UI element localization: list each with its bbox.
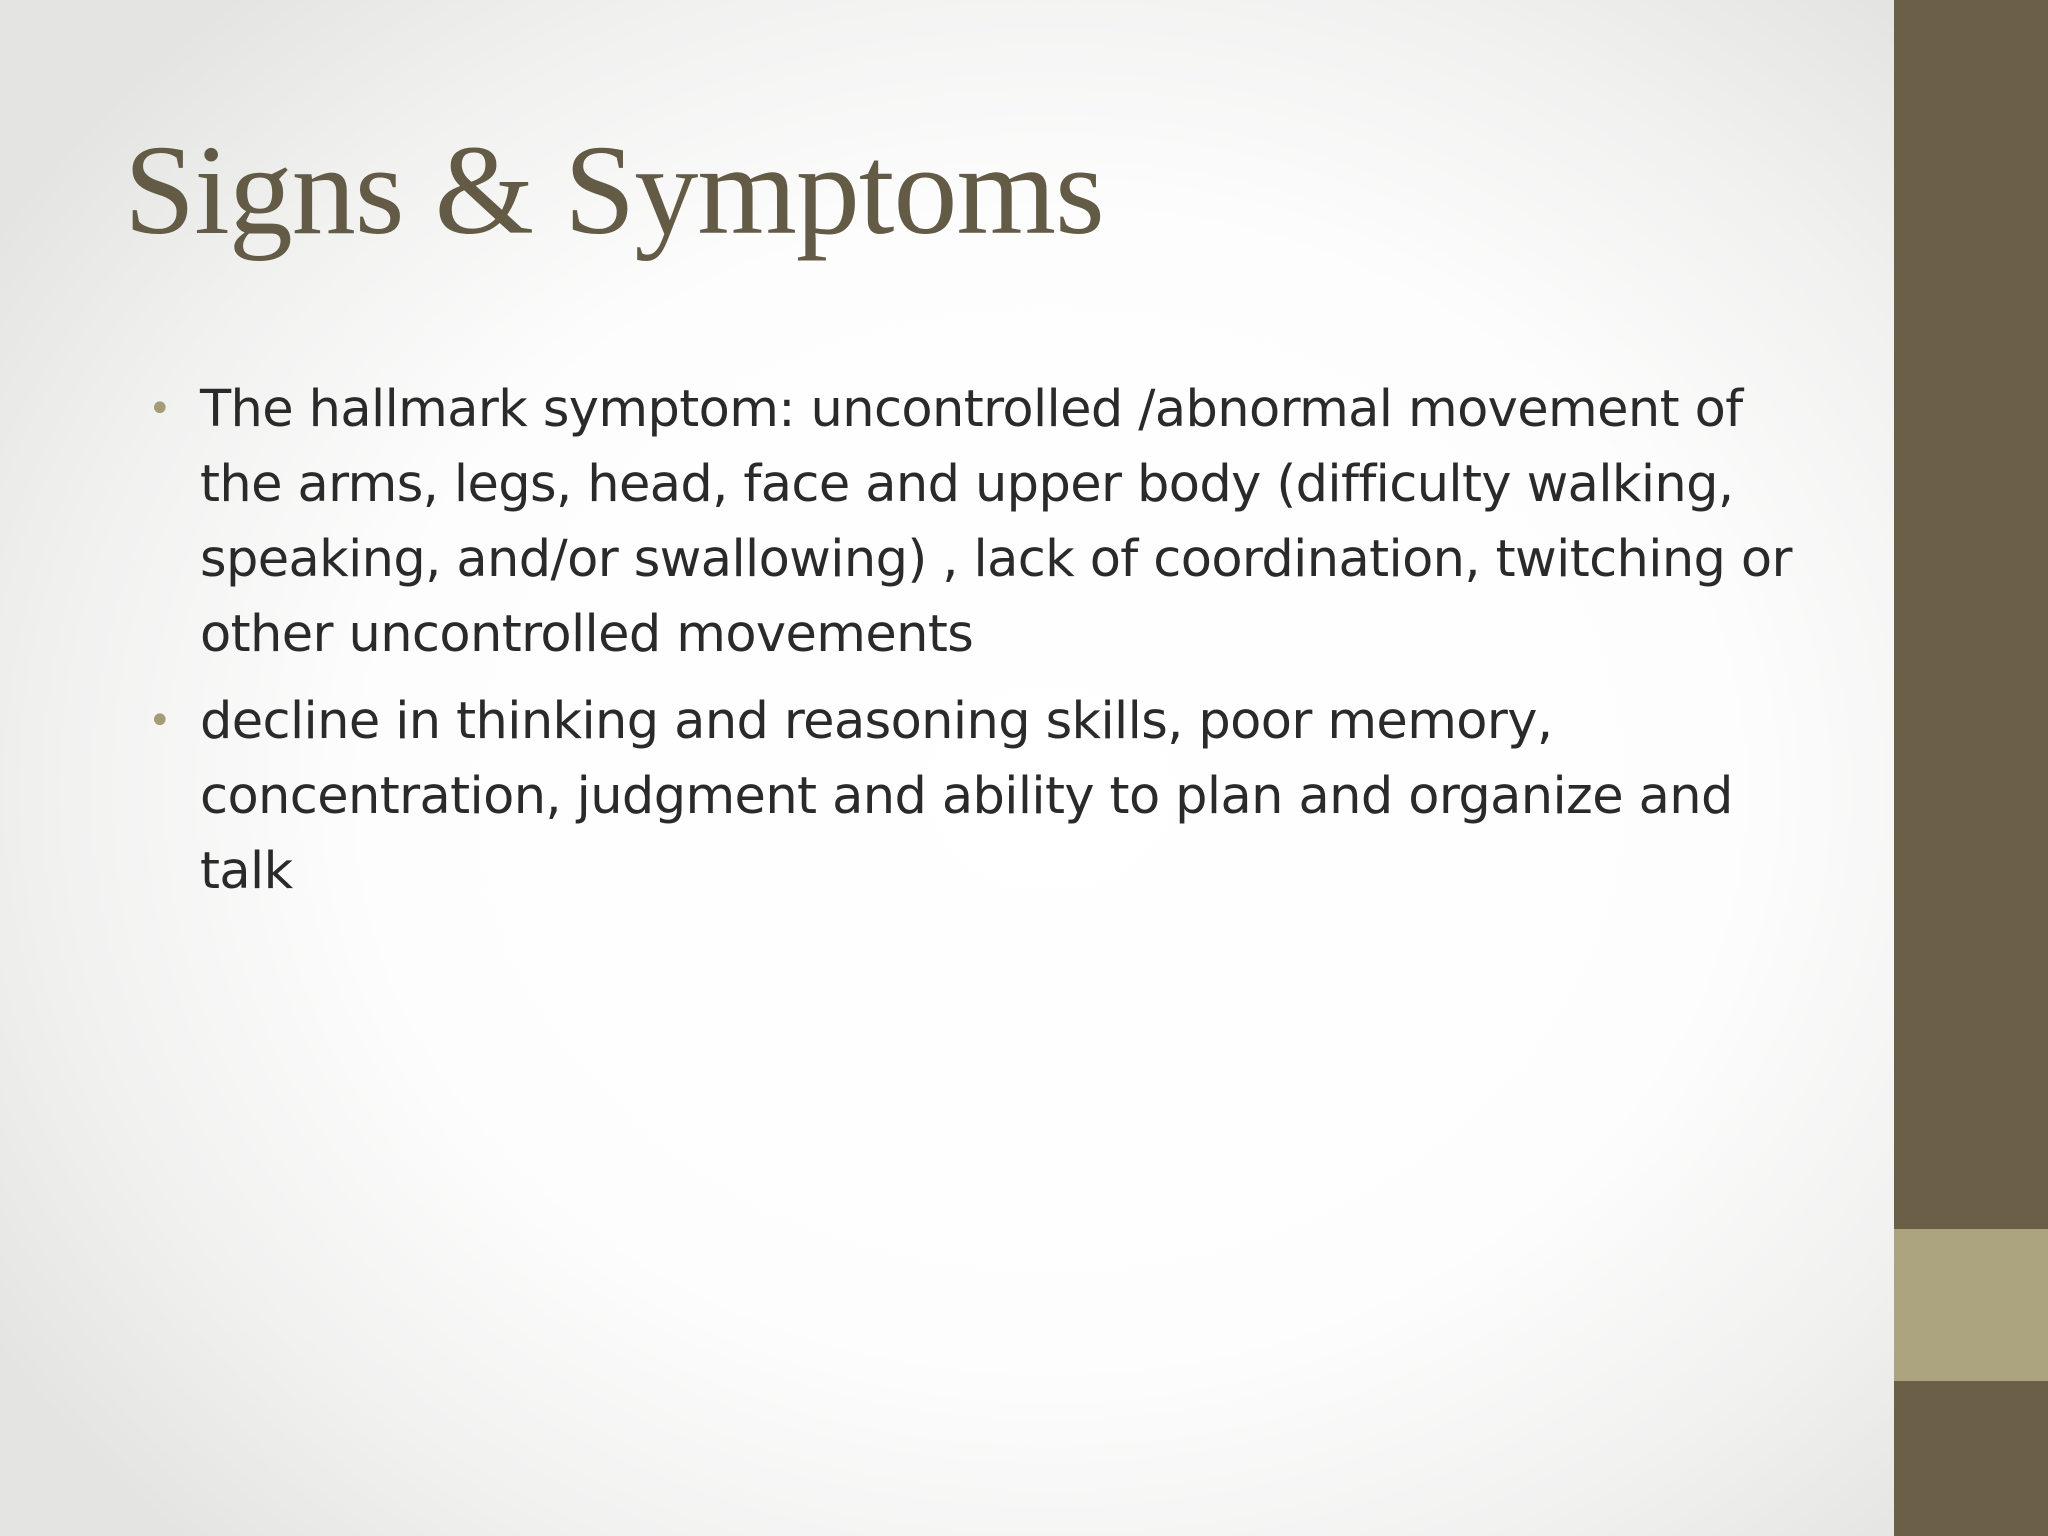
bullet-item — [144, 372, 1794, 672]
slide-title: Signs & Symptoms — [124, 119, 1104, 261]
bullet-dot-icon: • — [148, 698, 171, 744]
bullet-dot-icon: • — [148, 386, 171, 432]
bullet-text: The hallmark symptom: uncontrolled /abnormal movement of the arms, legs, head, face and upper body (difficulty walking, speaking, and/or swallowing) , lack of coordination, twitching or other uncontrolled movements — [200, 380, 1792, 664]
bullet-item — [144, 684, 1794, 909]
bullet-list — [144, 372, 1794, 921]
decorative-side-accent — [1894, 1229, 2048, 1381]
bullet-text: decline in thinking and reasoning skills, poor memory, concentration, judgment and ability to plan and organize and talk — [200, 692, 1733, 901]
